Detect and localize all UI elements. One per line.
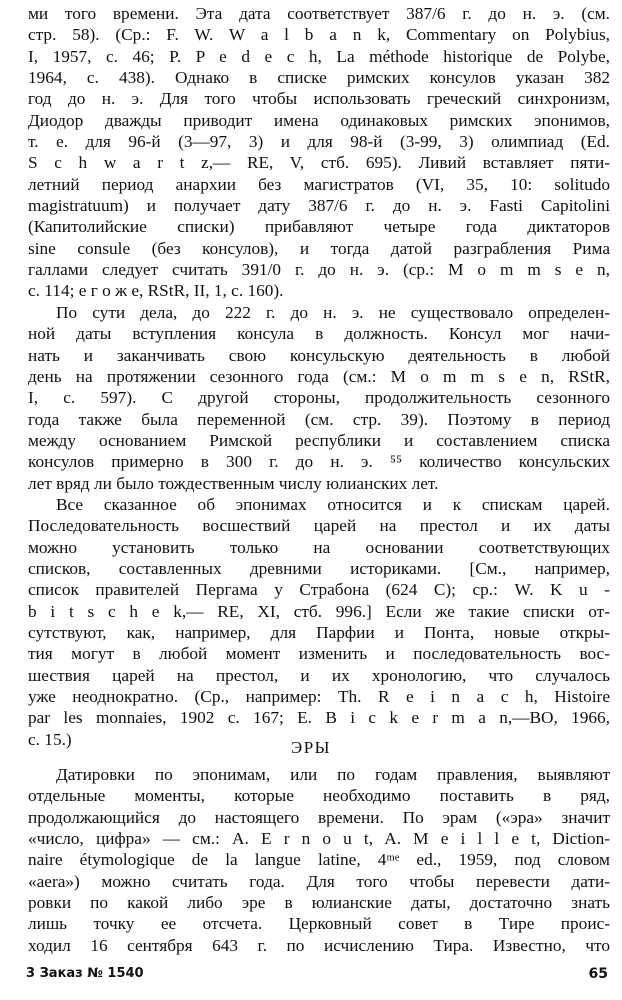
text-line: I, с. 597). С другой стороны, продолжительность сезонного bbox=[28, 388, 610, 408]
page-footer bbox=[26, 966, 608, 988]
text-line: sine consule (без консулов), и тогда датой разграбления Рима bbox=[28, 238, 610, 258]
text-line: сутствуют, как, например, для Парфии и Понта, новые откры- bbox=[28, 622, 610, 642]
text-line: можно установить только на основании соответствующих bbox=[28, 537, 610, 557]
text-line: Последовательность восшествий царей на престол и их даты bbox=[28, 516, 610, 536]
text-line: продолжающийся до настоящего времени. По эрам («эра» значит bbox=[28, 807, 610, 827]
text-line: уже неоднократно. (Ср., например: Th. R e i n a c h, Histoire bbox=[28, 687, 610, 706]
text-line: ми того времени. Эта дата соответствует 387/6 г. до н. э. (см. bbox=[28, 4, 610, 23]
text-line: ной даты вступления консула в должность. Консул мог начи- bbox=[28, 324, 610, 344]
text-line: галлами следует считать 391/0 г. до н. э. (ср.: M o m m s e n, bbox=[28, 260, 610, 280]
text-line: года также была переменной (см. стр. 39). Поэтому в период bbox=[28, 409, 610, 429]
section-heading: ЭРЫ bbox=[290, 738, 331, 757]
text-line: с. 114; е г о ж е, RStR, II, 1, с. 160). bbox=[28, 281, 284, 301]
text-line: с. 15.) bbox=[28, 729, 72, 749]
paragraph-1 bbox=[28, 3, 610, 302]
text-line: список правителей Пергама у Страбона (624 С); ср.: W. K u - bbox=[28, 580, 610, 600]
text-line: par les monnaies, 1902 с. 167; E. B i c k e r m a n,—BO, 1966, bbox=[28, 708, 610, 728]
text-line: S c h w a r t z,— RE, V, стб. 695). Ливий вставляет пяти- bbox=[28, 153, 610, 173]
paragraph-2 bbox=[28, 302, 610, 494]
paragraph-3 bbox=[28, 494, 610, 750]
text-line: лишь точку ее отсчета. Церковный совет в Тире проис- bbox=[28, 914, 610, 934]
printer-signature: 3 Заказ № 1540 bbox=[26, 966, 144, 981]
text-line: шествия царей на престол, и их хронологию, что случалось bbox=[28, 665, 610, 685]
text-line: ровки по какой либо эре в юлианские даты, достаточно знать bbox=[28, 893, 610, 913]
text-line: нать и заканчивать свою консульскую деятельность в любой bbox=[28, 345, 610, 365]
body-text-top bbox=[28, 3, 610, 750]
text-line: лет вряд ли было тождественным числу юлианских лет. bbox=[28, 473, 439, 493]
body-text-bottom bbox=[28, 764, 610, 956]
text-line: между основанием Римской республики и составлением списка bbox=[28, 430, 610, 450]
page-number: 65 bbox=[588, 966, 608, 982]
paragraph-4 bbox=[28, 764, 610, 956]
text-line: тия могут в любой момент изменить и последовательность вос- bbox=[28, 644, 610, 664]
text-line: отдельные моменты, которые необходимо поставить в ряд, bbox=[28, 786, 610, 806]
text-line: т. е. для 96-й (3—97, 3) и для 98-й (3-99, 3) олимпиад (Ed. bbox=[28, 132, 610, 152]
text-line: ходил 16 сентября 643 г. по исчислению Тира. Известно, что bbox=[28, 935, 610, 955]
text-line: стр. 58). (Ср.: F. W. W a l b a n k, Commentary on Polybius, bbox=[28, 25, 610, 45]
text-line: консулов примерно в 300 г. до н. э. ⁵⁵ количество консульских bbox=[28, 452, 610, 472]
text-line: 1964, с. 438). Однако в списке римских консулов указан 382 bbox=[28, 68, 610, 88]
text-line: день на протяжении сезонного года (см.: M o m m s e n, RStR, bbox=[28, 366, 610, 386]
text-line: «число, цифра» — см.: A. E r n o u t, A. M e i l l e t, Diction- bbox=[28, 829, 610, 849]
text-line: «aera») можно считать года. Для того чтобы перевести дати- bbox=[28, 871, 610, 891]
text-line: b i t s c h e k,— RE, XI, стб. 996.] Если же такие списки от- bbox=[28, 601, 610, 621]
text-line: I, 1957, с. 46; P. P e d e c h, La méthode historique de Polybe, bbox=[28, 46, 610, 66]
text-line: год до н. э. Для того чтобы использовать греческий синхронизм, bbox=[28, 89, 610, 109]
text-line: (Капитолийские списки) прибавляют четыре года диктаторов bbox=[28, 217, 610, 237]
text-line: Датировки по эпонимам, или по годам правления, выявляют bbox=[56, 765, 610, 784]
text-line: Диодор дважды приводит имена одинаковых римских эпонимов, bbox=[28, 110, 610, 130]
text-line: По сути дела, до 222 г. до н. э. не существовало определен- bbox=[56, 302, 610, 322]
text-line: magistratuum) и получает дату 387/6 г. до н. э. Fasti Capitolini bbox=[28, 196, 610, 216]
text-line: Все сказанное об эпонимах относится и к спискам царей. bbox=[56, 494, 610, 514]
text-line: naire étymologique de la langue latine, 4ᵐᵉ ed., 1959, под словом bbox=[28, 850, 610, 870]
text-line: списков, составленных древними историками. [См., например, bbox=[28, 558, 610, 578]
text-line: летний период анархии без магистратов (VI, 35, 10: solitudo bbox=[28, 174, 610, 194]
